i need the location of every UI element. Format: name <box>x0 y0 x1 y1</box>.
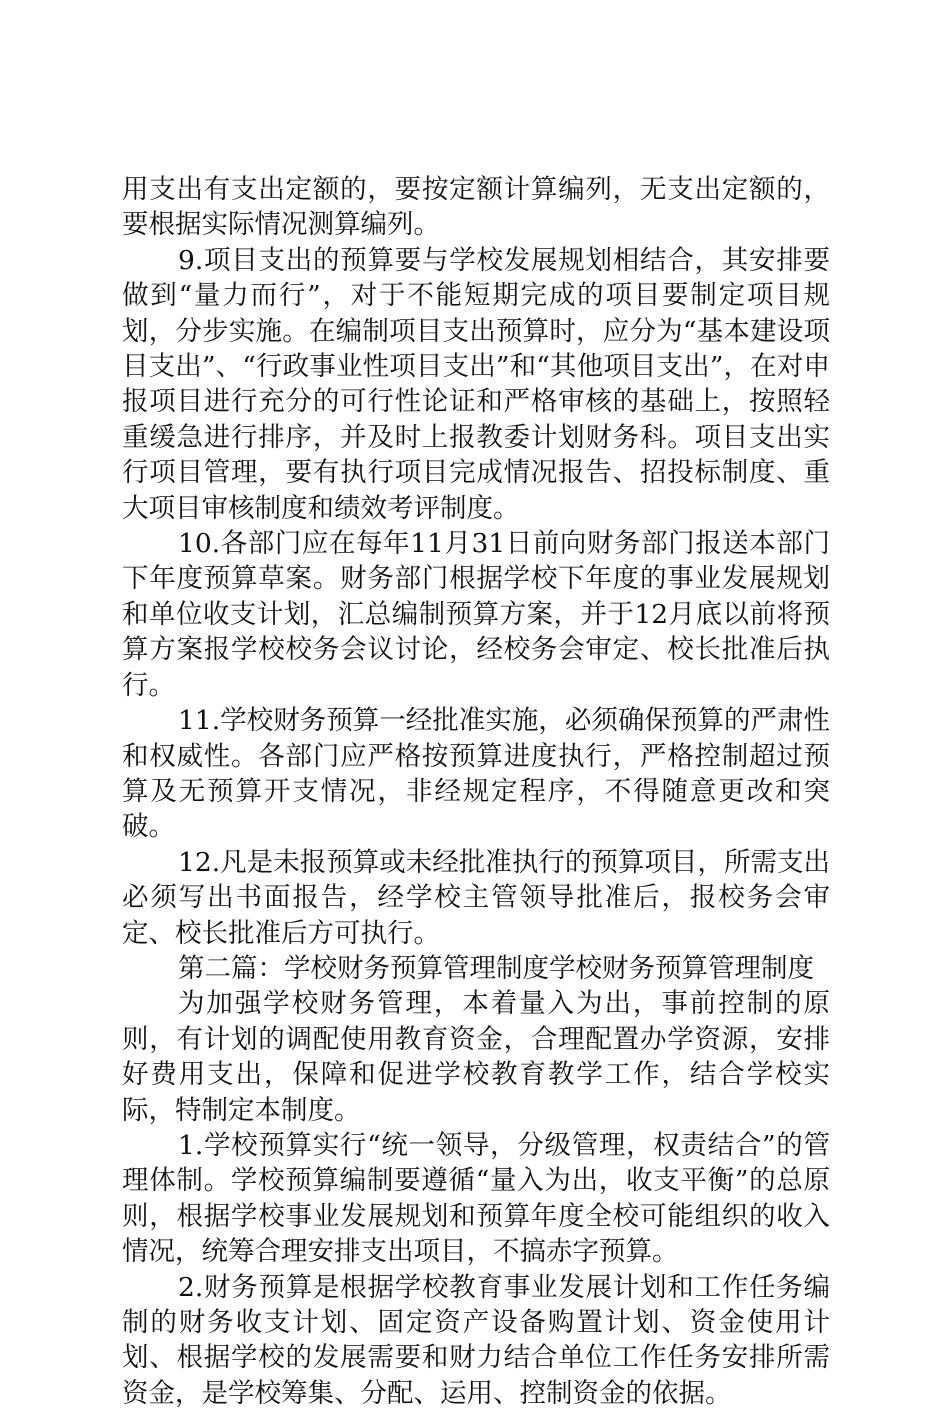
section-heading: 第二篇：学校财务预算管理制度学校财务预算管理制度 <box>178 952 814 984</box>
paragraph-item-11: 11.学校财务预算一经批准实施，必须确保预算的严肃性和权威性。各部门应严格按预算进度执行，严格控制超过预算及无预算开支情况，非经规定程序，不得随意更改和突破。 <box>122 705 830 843</box>
document-body <box>122 172 830 1411</box>
paragraph-item-10: 10.各部门应在每年11月31日前向财务部门报送本部门下年度预算草案。财务部门根据学校下年度的事业发展规划和单位收支计划，汇总编制预算方案，并于12月底以前将预算方案报学校校务会议讨论，经校务会审定、校长批准后执行。 <box>122 528 830 701</box>
paragraph-continuation: 用支出有支出定额的，要按定额计算编列，无支出定额的，要根据实际情况测算编列。 <box>122 174 830 241</box>
paragraph-item-2: 2.财务预算是根据学校教育事业发展计划和工作任务编制的财务收支计划、固定资产设备购置计划、资金使用计划、根据学校的发展需要和财力结合单位工作任务安排所需资金，是学校筹集、分配、运用、控制资金的依据。 <box>122 1271 830 1409</box>
paragraph-item-1: 1.学校预算实行“统一领导，分级管理，权责结合”的管理体制。学校预算编制要遵循“量入为出，收支平衡”的总原则，根据学校事业发展规划和预算年度全校可能组织的收入情况，统筹合理安排支出项目，不搞赤字预算。 <box>122 1129 830 1268</box>
paragraph-intro: 为加强学校财务管理，本着量入为出，事前控制的原则，有计划的调配使用教育资金，合理配置办学资源，安排好费用支出，保障和促进学校教育教学工作，结合学校实际，特制定本制度。 <box>122 988 830 1126</box>
paragraph-item-9: 9.项目支出的预算要与学校发展规划相结合，其安排要做到“量力而行”，对于不能短期完成的项目要制定项目规划，分步实施。在编制项目支出预算时，应分为“基本建设项目支出”、“行政事业性项目支出”和“其他项目支出”，在对申报项目进行充分的可行性论证和严格审核的基础上，按照轻重缓急进行排序，并及时上报教委计划财务科。项目支出实行项目管理，要有执行项目完成情况报告、招投标制度、重大项目审核制度和绩效考评制度。 <box>122 244 830 524</box>
paragraph-item-12: 12.凡是未报预算或未经批准执行的预算项目，所需支出必须写出书面报告，经学校主管领导批准后，报校务会审定、校长批准后方可执行。 <box>122 846 830 949</box>
